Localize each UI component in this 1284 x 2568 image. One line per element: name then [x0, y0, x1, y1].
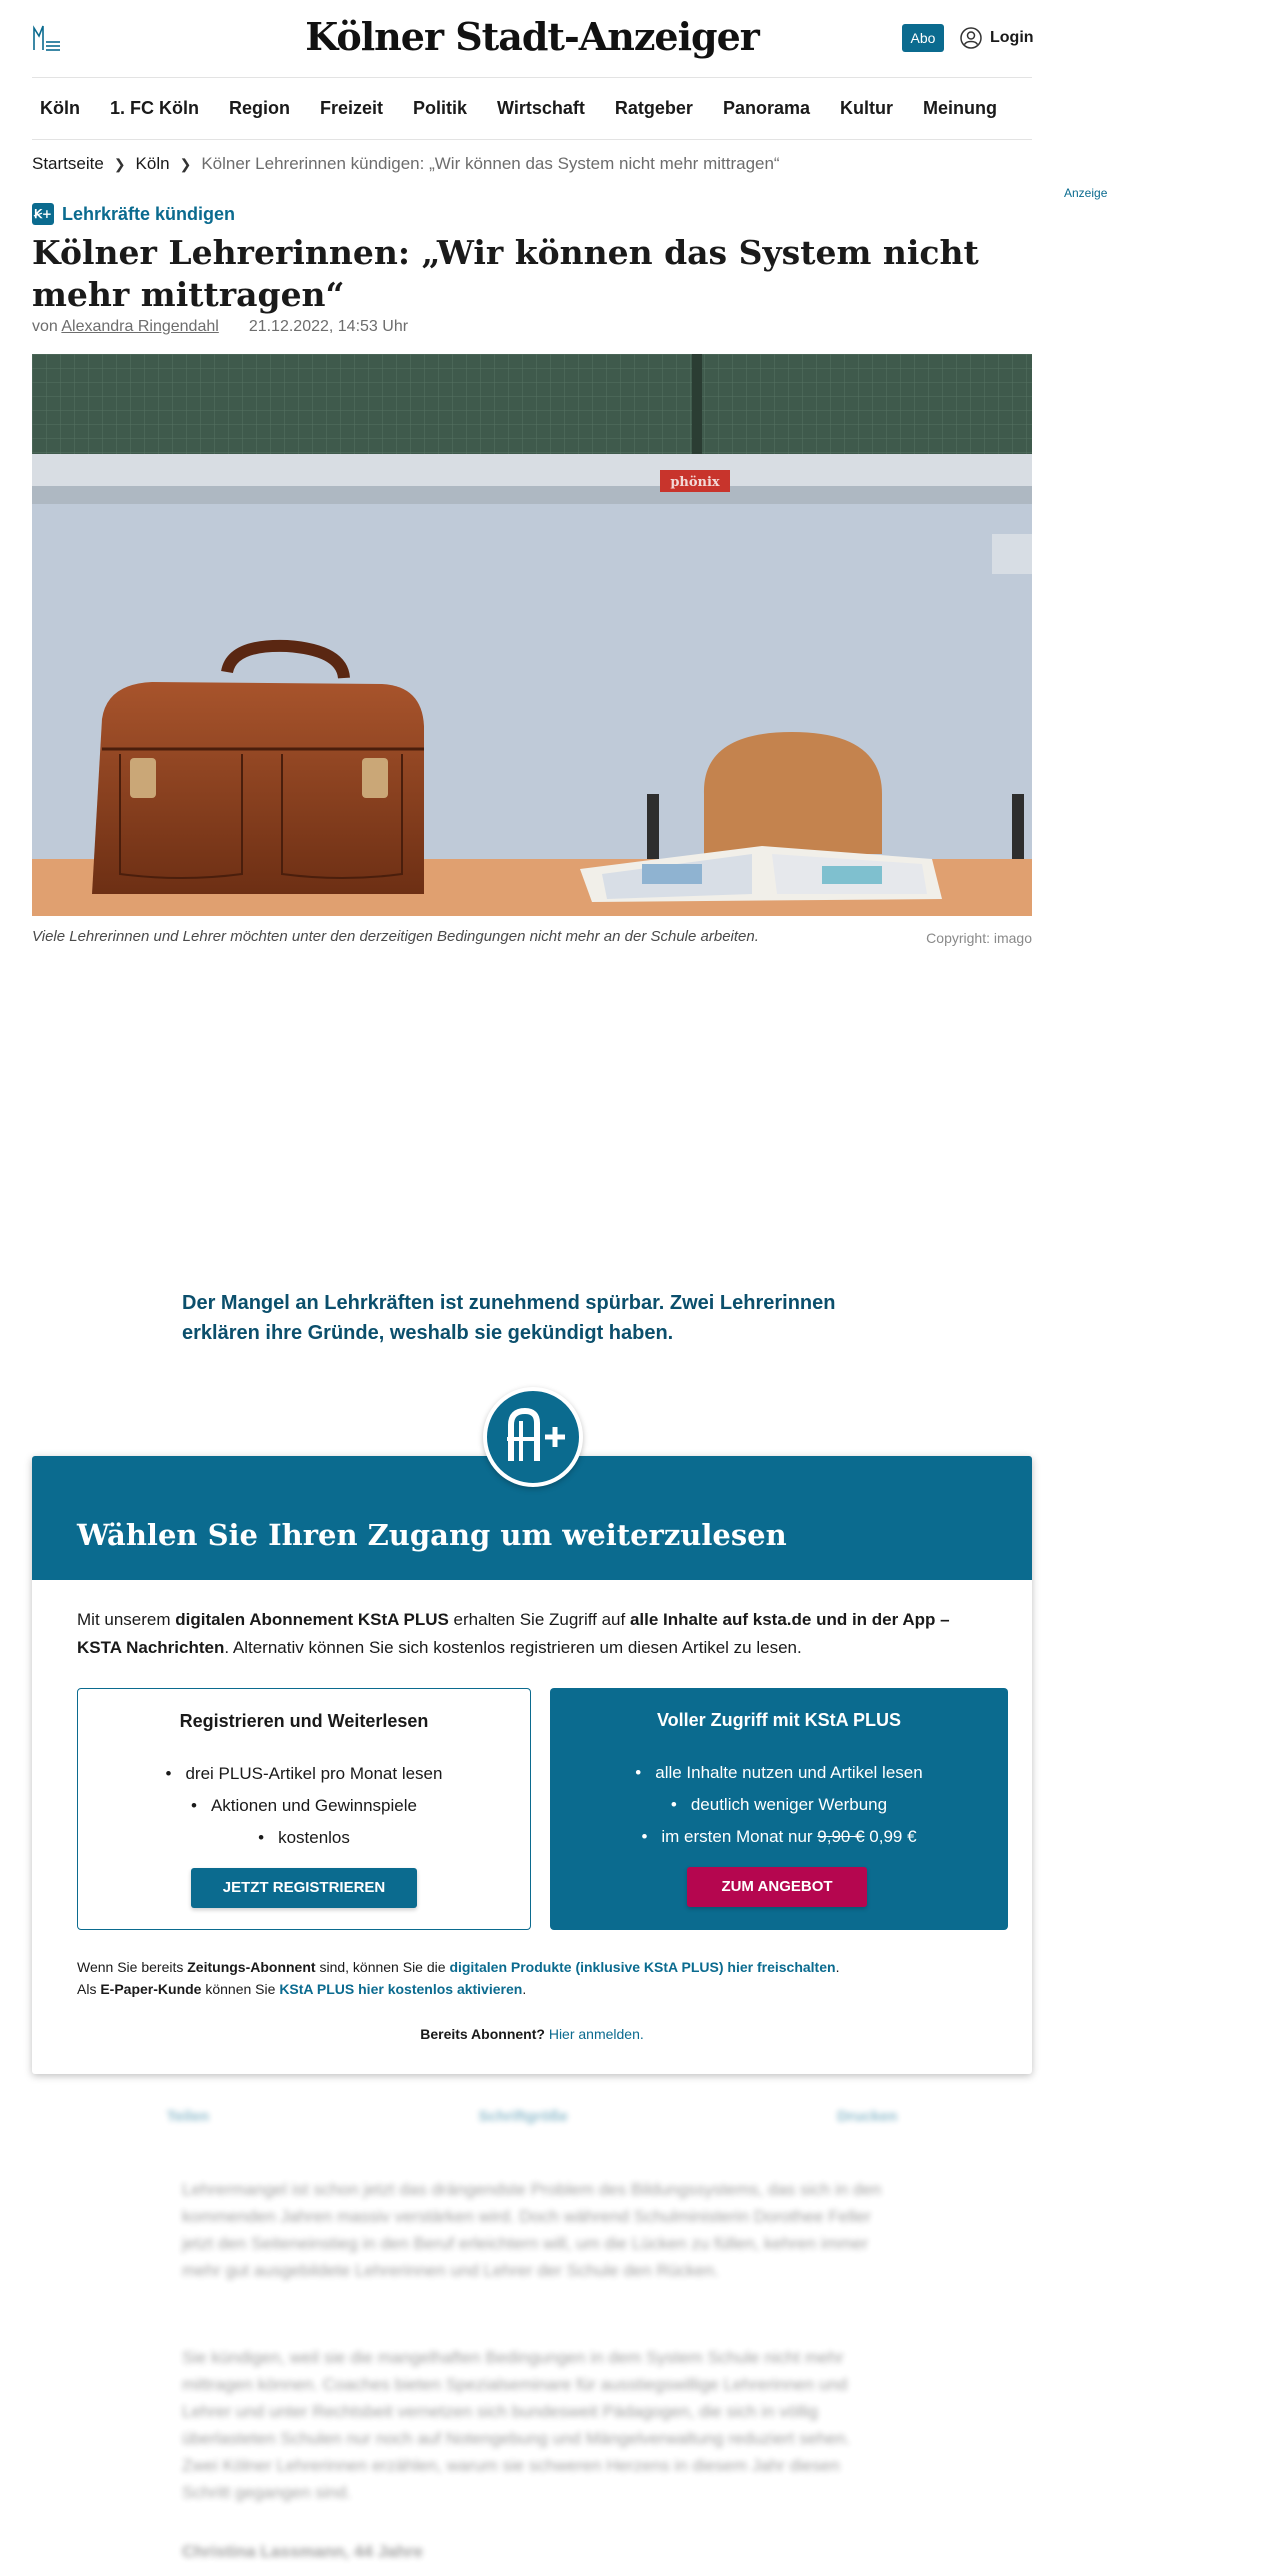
plus-offer-title: Voller Zugriff mit KStA PLUS — [656, 1710, 901, 1730]
nav-item-koeln[interactable]: Köln — [40, 98, 80, 118]
login-button[interactable] — [960, 26, 1034, 50]
nav-item-wirtschaft[interactable]: Wirtschaft — [497, 98, 585, 118]
user-icon — [960, 27, 982, 49]
register-offer-title: Registrieren und Weiterlesen — [179, 1711, 429, 1731]
byline-author-block — [32, 318, 219, 336]
font-size-button: Schriftgröße — [478, 2108, 568, 2125]
list-item: • deutlich weniger Werbung — [550, 1789, 1008, 1821]
foot-text: Als — [77, 1981, 101, 1997]
register-benefits — [78, 1758, 530, 1854]
article-kicker — [32, 202, 235, 226]
unlock-digital-link[interactable]: digitalen Produkte (inklusive KStA PLUS) hier freischalten — [449, 1959, 836, 1975]
blurred-article-body — [32, 2100, 1032, 2568]
intro-part-1: Mit unserem — [77, 1610, 176, 1629]
breadcrumb-koeln[interactable]: Köln — [135, 154, 170, 173]
foot-bold: Zeitungs-Abonnent — [187, 1959, 316, 1975]
new-price: 0,99 € — [864, 1827, 917, 1846]
plus-badge-icon: Ꞣ+ — [32, 203, 54, 225]
foot-text: sind, können Sie die — [315, 1959, 450, 1975]
epaper-line — [77, 1978, 839, 2000]
paywall-intro — [77, 1606, 987, 1662]
old-price: 9,90 € — [817, 1827, 865, 1846]
signin-link[interactable]: Hier anmelden. — [544, 2026, 644, 2042]
price-prefix: im ersten Monat nur — [661, 1827, 818, 1846]
plus-benefits — [550, 1757, 1008, 1853]
body-paragraph: Sie kündigen, weil sie die mangelhaften Bedingungen in dem System Schule nicht mehr mittragen können. Coaches bieten Spezialseminare für ausstiegswillige Lehrerinnen und Lehrer und unter Rechtsbeit vernetzen sich bundesweit Pädagogen, die sich in völlig überlasteten Schulen nur noch auf Notengebung und Mängelverwaltung reduziert sehen. Zwei Kölner Lehrerinnen erzählen, warum sie schweren Herzens in diesem Jahr diesen Schritt gegangen sind. — [182, 2348, 851, 2502]
article-title: Kölner Lehrerinnen: „Wir können das System nicht mehr mittragen“ — [32, 233, 979, 314]
paywall-heading: Wählen Sie Ihren Zugang um weiterzulesen — [32, 1456, 1032, 1580]
article-toolbar — [32, 2108, 1032, 2125]
foot-text: können Sie — [201, 1981, 280, 1997]
paywall-footnote — [77, 1956, 839, 2000]
article-date: 21.12.2022, 14:53 Uhr — [248, 318, 409, 335]
register-button[interactable]: JETZT REGISTRIEREN — [191, 1868, 417, 1908]
activate-plus-link[interactable]: KStA PLUS hier kostenlos aktivieren — [279, 1981, 523, 1997]
nav-item-meinung[interactable]: Meinung — [922, 98, 997, 118]
intro-part-3: . Alternativ können Sie sich kostenlos registrieren um diesen Artikel zu lesen. — [224, 1638, 802, 1657]
intro-bold-1: digitalen Abonnement KStA PLUS — [175, 1610, 449, 1629]
nav-item-region[interactable]: Region — [229, 98, 290, 118]
classroom-photo — [32, 354, 1032, 916]
body-paragraph: Lehrermangel ist schon jetzt das drängendste Problem des Bildungssystems, das sich in den kommenden Jahren massiv verstärken wird. Doch während Schulministerin Dorothee Feller jetzt den Seiteneinstieg in den Beruf erleichtern will, um die Lücken zu füllen, kehren immer mehr gut ausgebildete Lehrerinnen und Lehrer der Schule den Rücken. — [182, 2180, 882, 2280]
breadcrumb-home[interactable]: Startseite — [32, 154, 104, 173]
ad-label: Anzeige — [1064, 186, 1108, 200]
paywall-box — [32, 1456, 1032, 2074]
site-header — [32, 0, 1032, 78]
nav-item-freizeit[interactable]: Freizeit — [320, 98, 384, 118]
image-caption: Viele Lehrerinnen und Lehrer möchten unter den derzeitigen Bedingungen nicht mehr an der Schule arbeiten. — [32, 928, 759, 945]
list-item: • drei PLUS-Artikel pro Monat lesen — [78, 1758, 530, 1790]
chalkboard-brand-label: phönix — [670, 475, 720, 490]
intro-bold-2: alle Inhalte auf ksta.de und in der App – KSTA Nachrichten — [77, 1610, 950, 1657]
image-copyright: Copyright: imago — [926, 930, 1032, 946]
list-item: • kostenlos — [78, 1822, 530, 1854]
abo-button[interactable]: Abo — [902, 24, 944, 52]
author-link[interactable]: Alexandra Ringendahl — [61, 318, 219, 335]
chevron-right-icon: ❯ — [113, 155, 126, 172]
nav-item-ratgeber[interactable]: Ratgeber — [614, 98, 693, 118]
foot-bold: E-Paper-Kunde — [100, 1981, 202, 1997]
foot-text: . — [835, 1959, 840, 1975]
list-item: • alle Inhalte nutzen und Artikel lesen — [550, 1757, 1008, 1789]
foot-text: Wenn Sie bereits — [77, 1959, 188, 1975]
article-lead: Der Mangel an Lehrkräften ist zunehmend spürbar. Zwei Lehrerinnen erklären ihre Gründe, weshalb sie gekündigt haben. — [182, 1292, 836, 1344]
plus-offer — [550, 1688, 1008, 1930]
login-label: Login — [990, 29, 1034, 46]
intro-part-2: erhalten Sie Zugriff auf — [448, 1610, 630, 1629]
breadcrumb-current: Kölner Lehrerinnen kündigen: „Wir können das System nicht mehr mittragen“ — [201, 154, 780, 173]
list-item: • Aktionen und Gewinnspiele — [78, 1790, 530, 1822]
body-subheading: Christina Lassmann, 44 Jahre — [182, 2542, 423, 2561]
kstaplus-badge — [483, 1387, 583, 1487]
nav-item-fc-koeln[interactable]: 1. FC Köln — [110, 98, 199, 118]
article-image — [32, 354, 1032, 916]
main-nav — [32, 78, 1032, 140]
register-offer — [77, 1688, 531, 1930]
kstaplus-logo-icon — [487, 1391, 579, 1483]
chevron-right-icon: ❯ — [179, 155, 192, 172]
article-byline — [32, 318, 408, 336]
already-subscriber: Bereits Abonnent? — [420, 2026, 545, 2042]
offer-button[interactable]: ZUM ANGEBOT — [687, 1867, 867, 1907]
list-item-price — [550, 1821, 1008, 1853]
subscriber-line — [77, 1956, 839, 1978]
paywall-login-line — [32, 2026, 1032, 2042]
site-logo[interactable]: Kölner Stadt-Anzeiger — [305, 14, 759, 59]
nav-item-panorama[interactable]: Panorama — [722, 98, 810, 118]
byline-prefix: von — [32, 318, 58, 335]
share-button: Teilen — [166, 2108, 209, 2125]
kicker-label: Lehrkräfte kündigen — [62, 203, 236, 224]
foot-text: . — [522, 1981, 527, 1997]
breadcrumb — [32, 152, 780, 176]
print-button: Drucken — [837, 2108, 898, 2125]
nav-item-kultur[interactable]: Kultur — [839, 98, 893, 118]
nav-item-politik[interactable]: Politik — [413, 98, 468, 118]
